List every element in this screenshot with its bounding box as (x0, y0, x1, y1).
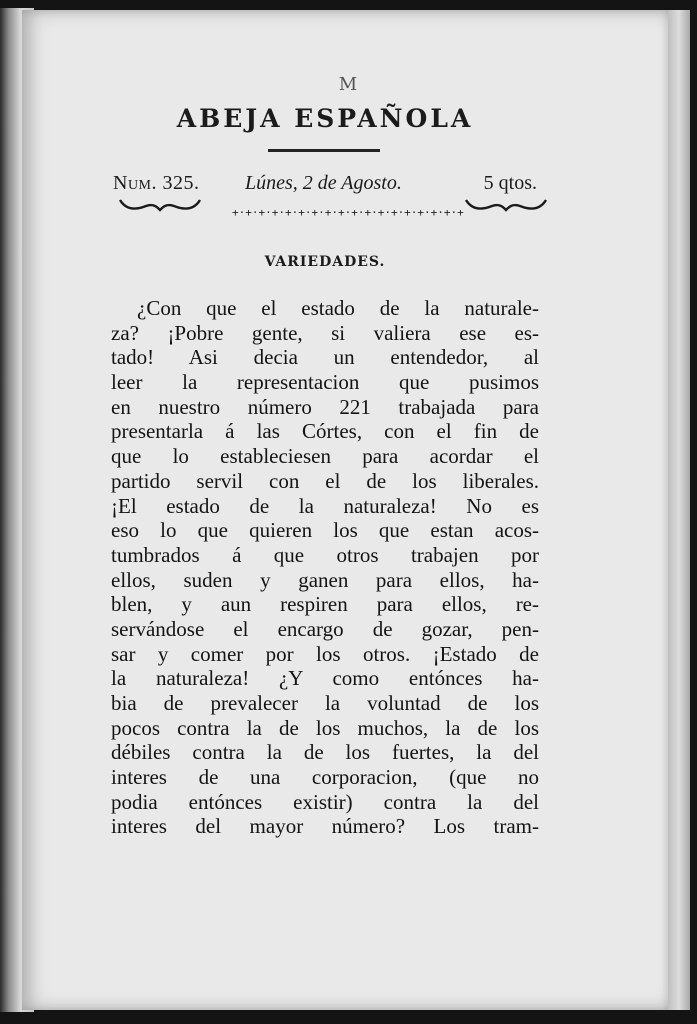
page-edge (668, 10, 690, 1010)
body-line: ¿Con que el estado de la naturale- (137, 296, 539, 320)
body-line: ¡El estado de la naturaleza! No es (111, 493, 539, 518)
body-line: débiles contra la de los fuertes, la del (111, 740, 539, 765)
body-line: ellos, suden y ganen para ellos, ha- (111, 567, 539, 592)
body-line: podia entónces existir) contra la del (111, 789, 539, 814)
issue-date: Lúnes, 2 de Agosto. (245, 172, 402, 194)
left-flourish-ornament (118, 196, 202, 214)
issue-line (113, 172, 541, 198)
body-line: za? ¡Pobre gente, si valiera ese es- (111, 320, 539, 345)
section-heading: VARIEDADES. (264, 254, 386, 270)
body-line: bia de prevalecer la voluntad de los (111, 691, 539, 715)
decorative-dotted-rule: +·+·+·+·+·+·+·+·+·+·+·+·+·+·+·+·+·+ (232, 206, 464, 219)
body-line: pocos contra la de los muchos, la de los (111, 715, 539, 740)
body-line: eso lo que quieren los que estan acos- (111, 518, 539, 543)
body-line: servándose el encargo de gozar, pen- (111, 616, 539, 641)
body-line: interes del mayor número? Los tram- (111, 814, 539, 839)
title-rule (268, 149, 380, 152)
body-line: la naturaleza! ¿Y como entónces ha- (111, 666, 539, 691)
body-line: en nuestro número 221 trabajada para (111, 394, 539, 419)
article-body (111, 296, 539, 839)
body-line: presentarla á las Córtes, con el fin de (111, 419, 539, 444)
issue-price: 5 qtos. (483, 172, 537, 194)
body-line: tumbrados á que otros trabajen por (111, 542, 539, 567)
body-line: que lo estableciesen para acordar el (111, 444, 539, 469)
body-line: interes de una corporacion, (que no (111, 765, 539, 790)
body-line: leer la representacion que pusimos (111, 370, 539, 395)
body-line: tado! Asi decia un entendedor, al (111, 345, 539, 370)
right-flourish-ornament (464, 196, 548, 214)
folio-mark: M (338, 74, 359, 95)
body-line: partido servil con el de los liberales. (111, 468, 539, 493)
body-line: sar y comer por los otros. ¡Estado de (111, 641, 539, 666)
issue-number: Num. 325. (113, 172, 200, 194)
body-line: blen, y aun respiren para ellos, re- (111, 592, 539, 617)
masthead-title: ABEJA ESPAÑOLA (176, 104, 474, 133)
